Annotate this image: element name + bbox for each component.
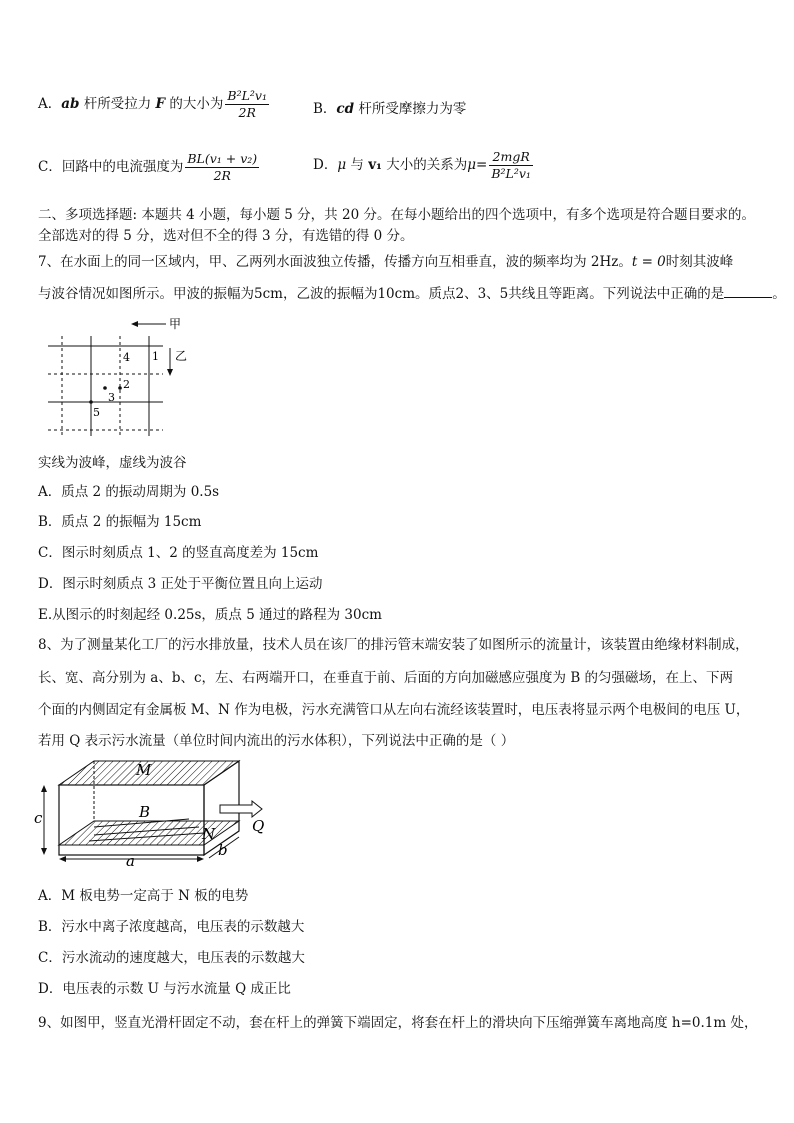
flow-arrow-icon	[220, 801, 262, 817]
q7-option-e: E.从图示的时刻起经 0.25s，质点 5 通过的路程为 30cm	[38, 607, 382, 623]
q8-line2: 长、宽、高分别为 a、b、c，左、右两端开口，在垂直于前、后面的方向加磁感应强度为 B 的匀强磁场，在上、下两	[38, 670, 734, 686]
dimension-arrow	[41, 785, 47, 792]
fraction: $\frac{\text{2mgR}}{\text{B²L²v₁}}$	[491, 149, 531, 181]
fraction: $\frac{\text{B²L²v₁}}{2R}$	[227, 88, 268, 120]
label-a: a	[126, 852, 135, 867]
label-b: b	[218, 841, 228, 859]
label-q: Q	[252, 817, 265, 835]
label-c: c	[34, 809, 43, 827]
option-d-prev: D．μ 与 v₁ 大小的关系为μ= $\frac{\text{2mgR}}{\text{B²L²v₁}}$	[313, 149, 531, 181]
fraction: $\frac{\text{BL(v₁ + v₂)}}{2R}$	[187, 151, 258, 183]
point-label-1: 1	[152, 350, 159, 363]
section-heading-line1: 二、多项选择题: 本题共 4 小题，每小题 5 分，共 20 分。在每小题给出的四个选项中，有多个选项是符合题目要求的。	[38, 207, 755, 223]
point-label-4: 4	[123, 351, 130, 364]
option-c-prev: C．回路中的电流强度为 $\frac{\text{BL(v₁ + v₂)}}{2R}$	[38, 151, 258, 183]
label-m: M	[136, 761, 152, 779]
point-label-2: 2	[123, 378, 130, 391]
label-b-field: B	[139, 803, 151, 821]
point-2	[118, 386, 122, 390]
option-a-prev: A．ab 杆所受拉力 F 的大小为 $\frac{\text{B²L²v₁}}{2R}$	[38, 88, 268, 120]
dimension-arrow	[59, 856, 66, 862]
q7-option-c: C．图示时刻质点 1、2 的竖直高度差为 15cm	[38, 545, 319, 561]
q8-line3: 个面的内侧固定有金属板 M、N 作为电极，污水充满管口从左向右流经该装置时，电压表将显示两个电极间的电压 U，	[38, 702, 750, 718]
section-heading-line2: 全部选对的得 5 分，选对但不全的得 3 分，有选错的得 0 分。	[38, 228, 414, 244]
dimension-arrow	[41, 848, 47, 855]
point-3	[103, 386, 107, 390]
point-5	[89, 400, 93, 404]
point-label-3: 3	[108, 391, 115, 404]
q8-line4: 若用 Q 表示污水流量（单位时间内流出的污水体积），下列说法中正确的是（ ）	[38, 733, 515, 749]
yi-arrow-head	[167, 369, 173, 376]
q8-option-b: B．污水中离子浓度越高，电压表的示数越大	[38, 919, 305, 935]
q9-line1: 9、如图甲，竖直光滑杆固定不动，套在杆上的弹簧下端固定，将套在杆上的滑块向下压缩弹簧车离地高度 h=0.1m 处，	[38, 1015, 758, 1031]
dimension-arrow	[197, 856, 204, 862]
q7-option-a: A．质点 2 的振动周期为 0.5s	[38, 484, 220, 500]
figure-caption: 实线为波峰，虚线为波谷	[38, 455, 187, 471]
point-label-5: 5	[93, 406, 100, 419]
q8-option-a: A．M 板电势一定高于 N 板的电势	[38, 888, 249, 904]
jia-arrow-head	[131, 321, 138, 327]
q8-line1: 8、为了测量某化工厂的污水排放量，技术人员在该厂的排污管末端安装了如图所示的流量计，该装置由绝缘材料制成，	[38, 637, 749, 653]
q7-option-b: B．质点 2 的振幅为 15cm	[38, 514, 202, 530]
answer-blank	[724, 285, 772, 298]
label-n: N	[202, 825, 216, 843]
q7-line2: 与波谷情况如图所示。甲波的振幅为5cm，乙波的振幅为10cm。质点2、3、5共线且等距离。下列说法中正确的是 。	[38, 286, 786, 302]
q7-option-d: D．图示时刻质点 3 正处于平衡位置且向上运动	[38, 576, 323, 592]
flow-meter-figure	[34, 755, 274, 867]
q7-line1: 7、在水面上的同一区域内，甲、乙两列水面波独立传播，传播方向互相垂直，波的频率均为 2Hz。t = 0时刻其波峰	[38, 254, 734, 270]
wave-grid-figure	[38, 308, 198, 443]
label-yi: 乙	[175, 349, 188, 363]
q8-option-c: C．污水流动的速度越大，电压表的示数越大	[38, 950, 305, 966]
q8-option-d: D．电压表的示数 U 与污水流量 Q 成正比	[38, 981, 291, 997]
option-b-prev: B．cd 杆所受摩擦力为零	[313, 101, 467, 117]
label-jia: 甲	[169, 317, 182, 331]
